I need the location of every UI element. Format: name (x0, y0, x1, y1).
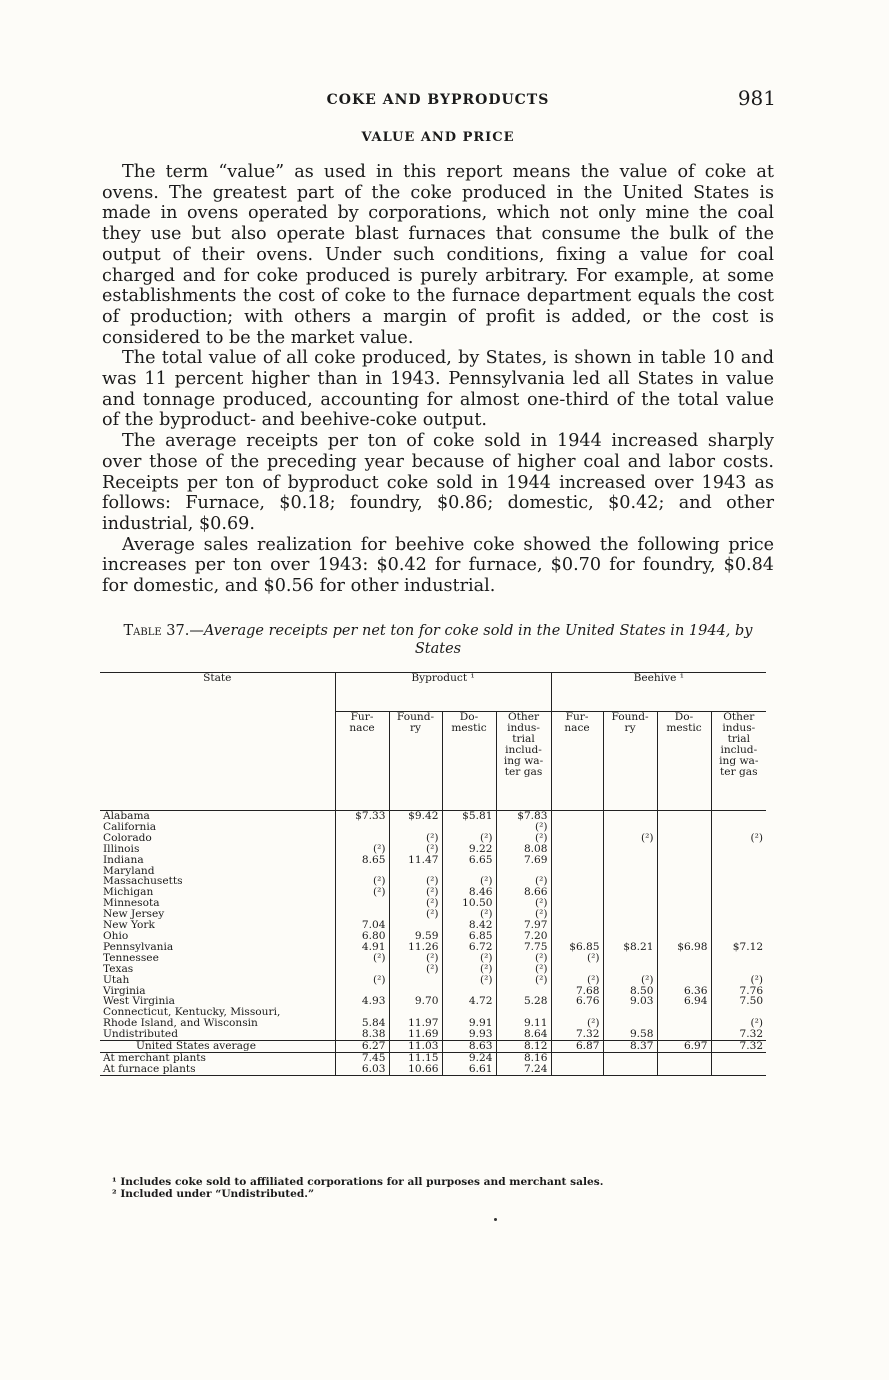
value-cell: 10.66 (389, 1064, 442, 1075)
value-cell: (²) (496, 833, 551, 844)
value-cell: (²) (442, 909, 496, 920)
value-cell (335, 964, 389, 975)
value-cell: 7.68 (551, 986, 603, 997)
value-cell: 8.16 (496, 1052, 551, 1063)
value-cell: (²) (551, 1018, 603, 1029)
value-cell: (²) (496, 909, 551, 920)
paragraph: The total value of all coke produced, by States, is shown in table 10 and was 11 percent higher than in 1943. Pennsylvania led all States in value and tonnage produced, accounting for almost one-third of the total value of the byproduct- and beehive-coke output. (102, 348, 774, 431)
value-cell (603, 844, 657, 855)
table-row (100, 996, 766, 1007)
value-cell: (²) (389, 844, 442, 855)
value-cell: 5.28 (496, 996, 551, 1007)
col-header: Other indus-trial includ-ing wa-ter gas (711, 712, 766, 811)
value-cell: (²) (389, 909, 442, 920)
value-cell: 7.69 (496, 855, 551, 866)
state-cell: Pennsylvania (103, 941, 174, 953)
value-cell (551, 909, 603, 920)
footnote: ¹ Includes coke sold to affiliated corporations for all purposes and merchant sales. (112, 1176, 604, 1188)
value-cell: (²) (711, 1018, 766, 1029)
value-cell: 6.65 (442, 855, 496, 866)
value-cell (657, 1064, 711, 1075)
paragraph: The term “value” as used in this report means the value of coke at ovens. The greatest part of the coke produced in the United States is made in ovens operated by corporations, which not only mine the coal they use but also operate blast furnaces that consume the bulk of the output of their ovens. Under such conditions, fixing a value for coal charged and for coke produced is purely arbitrary. For example, at some establishments the cost of coke to the furnace department equals the cost of production; with others a margin of profit is added, or the cost is considered to be the market value. (102, 162, 774, 348)
value-cell: 6.27 (335, 1041, 389, 1053)
value-cell (551, 1064, 603, 1075)
value-cell (711, 909, 766, 920)
value-cell: $7.83 (496, 811, 551, 822)
value-cell: (²) (442, 833, 496, 844)
value-cell: 8.42 (442, 920, 496, 931)
value-cell: 9.59 (389, 931, 442, 942)
value-cell: 7.45 (335, 1052, 389, 1063)
value-cell: $6.98 (657, 942, 711, 953)
value-cell: 11.97 (389, 1018, 442, 1029)
value-cell (389, 975, 442, 986)
value-cell: (²) (442, 953, 496, 964)
value-cell: (²) (389, 876, 442, 887)
value-cell (657, 833, 711, 844)
value-cell: (²) (335, 975, 389, 986)
value-cell: $8.21 (603, 942, 657, 953)
value-cell: (²) (335, 876, 389, 887)
footnote: ² Included under “Undistributed.” (112, 1188, 315, 1200)
value-cell (603, 898, 657, 909)
value-cell (657, 898, 711, 909)
col-header: Found-ry (389, 712, 442, 811)
value-cell: 7.75 (496, 942, 551, 953)
state-cell: New Jersey (103, 909, 165, 921)
value-cell (657, 1029, 711, 1040)
value-cell (603, 1064, 657, 1075)
value-cell: 8.63 (442, 1041, 496, 1053)
table-row (100, 844, 766, 855)
value-cell: 7.50 (711, 996, 766, 1007)
value-cell: $6.85 (551, 942, 603, 953)
value-cell (551, 855, 603, 866)
value-cell: (²) (496, 898, 551, 909)
running-head (100, 88, 776, 112)
state-cell: Maryland (103, 865, 155, 877)
ink-speck (494, 1218, 497, 1221)
value-cell: $9.42 (389, 811, 442, 822)
col-header: Fur-nace (551, 712, 603, 811)
value-cell: 9.58 (603, 1029, 657, 1040)
value-cell (551, 876, 603, 887)
value-cell: 9.70 (389, 996, 442, 1007)
value-cell: 11.69 (389, 1029, 442, 1040)
value-cell (711, 887, 766, 898)
table-row (100, 909, 766, 920)
value-cell (711, 1052, 766, 1063)
col-header: Do-mestic (442, 712, 496, 811)
value-cell: 9.22 (442, 844, 496, 855)
value-cell: (²) (389, 833, 442, 844)
state-cell: Indiana (103, 854, 144, 866)
state-cell: Alabama (100, 811, 335, 822)
state-cell: California (103, 821, 157, 833)
state-cell: Rhode Island, and Wisconsin (103, 1018, 258, 1030)
value-cell: (²) (442, 876, 496, 887)
state-cell: Colorado (103, 832, 152, 844)
running-title: COKE AND BYPRODUCTS (326, 92, 550, 108)
body-text (102, 162, 774, 597)
value-cell (657, 822, 711, 833)
state-cell: Utah (103, 974, 130, 986)
value-cell (603, 855, 657, 866)
value-cell (551, 866, 603, 877)
value-cell: (²) (335, 887, 389, 898)
value-cell (603, 964, 657, 975)
value-cell: 7.76 (711, 986, 766, 997)
value-cell: 7.32 (711, 1041, 766, 1053)
page-number: 981 (737, 86, 776, 110)
value-cell: (²) (389, 964, 442, 975)
beehive-group-header: Beehive ¹ (551, 673, 766, 712)
table-row (100, 1041, 766, 1053)
value-cell: 6.61 (442, 1064, 496, 1075)
state-cell: Virginia (103, 985, 146, 997)
value-cell: 8.37 (603, 1041, 657, 1053)
value-cell (657, 855, 711, 866)
table-label: Table 37. (123, 623, 190, 639)
value-cell (551, 898, 603, 909)
value-cell: (²) (711, 975, 766, 986)
value-cell (551, 811, 603, 822)
value-cell (657, 1018, 711, 1029)
value-cell: 9.91 (442, 1018, 496, 1029)
table-row (100, 975, 766, 986)
value-cell (711, 844, 766, 855)
value-cell: 7.97 (496, 920, 551, 931)
value-cell (551, 844, 603, 855)
value-cell (657, 876, 711, 887)
state-column-header: State (100, 673, 335, 811)
value-cell: 7.20 (496, 931, 551, 942)
state-cell: Connecticut, Kentucky, Missouri, (103, 1007, 281, 1019)
value-cell (657, 920, 711, 931)
caption-dash: — (189, 623, 204, 639)
value-cell: 6.36 (657, 986, 711, 997)
value-cell: (²) (603, 975, 657, 986)
value-cell: 7.32 (551, 1029, 603, 1040)
value-cell: $7.33 (335, 811, 389, 822)
value-cell: 6.97 (657, 1041, 711, 1053)
table-body (100, 811, 766, 1076)
value-cell (603, 1052, 657, 1063)
value-cell: (²) (551, 975, 603, 986)
value-cell: 8.65 (335, 855, 389, 866)
value-cell (551, 964, 603, 975)
value-cell: 6.87 (551, 1041, 603, 1053)
value-cell (657, 1052, 711, 1063)
value-cell (711, 1064, 766, 1075)
value-cell: (²) (496, 975, 551, 986)
value-cell (603, 876, 657, 887)
value-cell (711, 964, 766, 975)
value-cell: (²) (389, 898, 442, 909)
value-cell (711, 811, 766, 822)
value-cell (711, 876, 766, 887)
value-cell (603, 811, 657, 822)
col-header: Fur-nace (335, 712, 389, 811)
value-cell: 10.50 (442, 898, 496, 909)
state-cell: Minnesota (103, 898, 160, 910)
value-cell: 4.91 (335, 942, 389, 953)
table-row (100, 1029, 766, 1040)
col-header: Found-ry (603, 712, 657, 811)
value-cell (335, 898, 389, 909)
state-cell: Texas (103, 963, 134, 975)
state-cell: Undistributed (103, 1029, 178, 1041)
table-row (100, 811, 766, 822)
value-cell: 9.93 (442, 1029, 496, 1040)
value-cell: 7.04 (335, 920, 389, 931)
table-row (100, 1064, 766, 1075)
value-cell: (²) (442, 964, 496, 975)
value-cell: (²) (335, 953, 389, 964)
state-cell: United States average (100, 1041, 335, 1053)
value-cell: (²) (496, 953, 551, 964)
footnotes (112, 1176, 772, 1200)
value-cell (603, 920, 657, 931)
table-title: Average receipts per net ton for coke sold in the United States in 1944, by States (203, 623, 753, 657)
state-cell: Michigan (103, 887, 154, 899)
value-cell: (²) (496, 964, 551, 975)
value-cell: (²) (442, 975, 496, 986)
state-cell: Massachusetts (103, 876, 183, 888)
value-cell: 6.85 (442, 931, 496, 942)
value-cell (551, 887, 603, 898)
value-cell (603, 909, 657, 920)
value-cell (603, 1007, 657, 1018)
value-cell: 4.93 (335, 996, 389, 1007)
value-cell (603, 887, 657, 898)
table-row (100, 964, 766, 975)
value-cell (551, 833, 603, 844)
value-cell: 6.03 (335, 1064, 389, 1075)
value-cell: 8.50 (603, 986, 657, 997)
value-cell: 8.38 (335, 1029, 389, 1040)
value-cell: (²) (551, 953, 603, 964)
value-cell: 7.32 (711, 1029, 766, 1040)
value-cell: (²) (603, 833, 657, 844)
value-cell: (²) (496, 876, 551, 887)
value-cell: 6.80 (335, 931, 389, 942)
value-cell: (²) (389, 953, 442, 964)
col-header: Do-mestic (657, 712, 711, 811)
value-cell: 8.64 (496, 1029, 551, 1040)
value-cell: (²) (335, 844, 389, 855)
value-cell: (²) (496, 822, 551, 833)
section-heading: VALUE AND PRICE (361, 130, 515, 145)
value-cell: (²) (389, 887, 442, 898)
value-cell (657, 964, 711, 975)
paragraph: Average sales realization for beehive coke showed the following price increases per ton over 1943: $0.42 for furnace, $0.70 for foundry, $0.84 for domestic, and $0.56 for other industrial. (102, 534, 774, 597)
state-cell: Tennessee (103, 952, 159, 964)
value-cell: 8.12 (496, 1041, 551, 1053)
value-cell (711, 920, 766, 931)
value-cell (657, 909, 711, 920)
value-cell: 6.76 (551, 996, 603, 1007)
state-cell: At furnace plants (100, 1064, 335, 1075)
value-cell (657, 844, 711, 855)
col-header: Other indus-trial includ-ing wa-ter gas (496, 712, 551, 811)
value-cell: 4.72 (442, 996, 496, 1007)
state-cell: New York (103, 920, 155, 931)
value-cell (657, 1007, 711, 1018)
state-cell: Ohio (103, 930, 129, 942)
value-cell: $7.12 (711, 942, 766, 953)
value-cell (657, 975, 711, 986)
byproduct-group-header: Byproduct ¹ (335, 673, 551, 712)
value-cell (551, 920, 603, 931)
value-cell: 7.24 (496, 1064, 551, 1075)
value-cell (551, 1052, 603, 1063)
value-cell (711, 953, 766, 964)
value-cell (711, 898, 766, 909)
value-cell (657, 953, 711, 964)
value-cell: 5.84 (335, 1018, 389, 1029)
paragraph: The average receipts per ton of coke sold in 1944 increased sharply over those of the preceding year because of higher coal and labor costs. Receipts per ton of byproduct coke sold in 1944 increased over 1943 as follows: Furnace, $0.18; foundry, $0.86; domestic, $0.42; and other industrial, $0.69. (102, 431, 774, 534)
value-cell (711, 855, 766, 866)
value-cell: 8.46 (442, 887, 496, 898)
value-cell (335, 822, 389, 833)
value-cell: (²) (711, 833, 766, 844)
value-cell (657, 866, 711, 877)
value-cell (603, 953, 657, 964)
value-cell: 6.72 (442, 942, 496, 953)
state-cell: Illinois (103, 843, 140, 855)
value-cell: 8.66 (496, 887, 551, 898)
value-cell: 9.24 (442, 1052, 496, 1063)
value-cell (551, 822, 603, 833)
state-cell: West Virginia (103, 996, 175, 1008)
value-cell: 6.94 (657, 996, 711, 1007)
value-cell: 11.03 (389, 1041, 442, 1053)
value-cell: $5.81 (442, 811, 496, 822)
value-cell (603, 866, 657, 877)
value-cell (657, 887, 711, 898)
value-cell (657, 811, 711, 822)
state-cell: At merchant plants (103, 1052, 206, 1064)
value-cell: 9.11 (496, 1018, 551, 1029)
value-cell (711, 866, 766, 877)
value-cell: 11.15 (389, 1052, 442, 1063)
table-caption (102, 622, 774, 658)
value-cell: 11.26 (389, 942, 442, 953)
value-cell: 11.47 (389, 855, 442, 866)
value-cell: 8.08 (496, 844, 551, 855)
value-cell: 9.03 (603, 996, 657, 1007)
table-row (100, 855, 766, 866)
receipts-table (100, 672, 766, 1076)
